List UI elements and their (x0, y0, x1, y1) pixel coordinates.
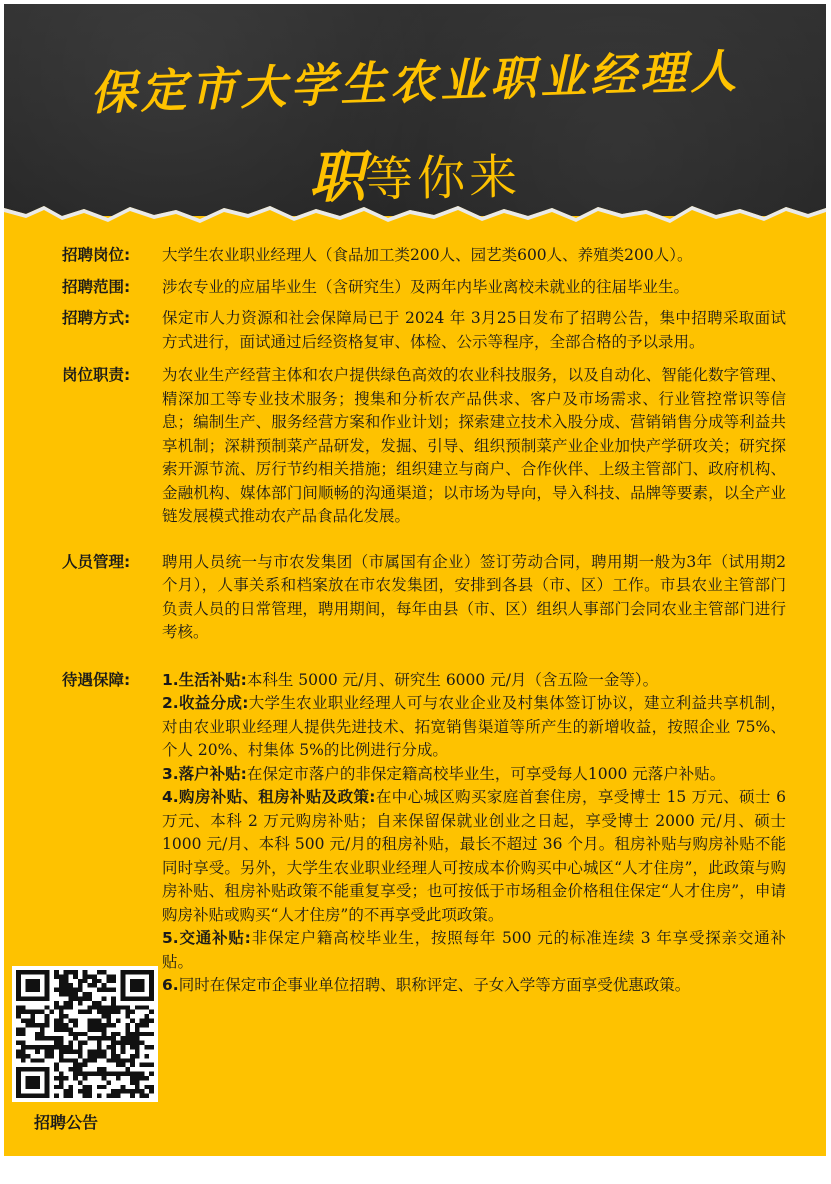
benefits-list (162, 669, 786, 998)
section-label: 招聘岗位: (62, 246, 131, 264)
section-label: 岗位职责: (62, 366, 131, 384)
poster-content (62, 244, 786, 998)
benefit-item (162, 927, 786, 974)
benefit-title: 2.收益分成: (162, 694, 249, 712)
benefit-item (162, 786, 786, 927)
subtitle-rest: 等你来 (364, 149, 522, 208)
section-label: 人员管理: (62, 552, 131, 571)
section-label: 招聘范围: (62, 277, 131, 296)
benefit-title: 3.落户补贴: (162, 764, 247, 783)
benefit-title: 1.生活补贴: (162, 670, 247, 689)
benefit-text: 本科生 5000 元/月、研究生 6000 元/月（含五险一金等）。 (246, 670, 659, 689)
qr-code-icon (16, 970, 154, 1098)
section-management (62, 551, 786, 645)
benefit-title: 4.购房补贴、租房补贴及政策: (162, 788, 376, 806)
subtitle-emphasis: 职 (308, 144, 366, 211)
benefit-text: 在保定市落户的非保定籍高校毕业生，可享受每人1000 元落户补贴。 (246, 764, 726, 783)
section-text: 为农业生产经营主体和农户提供绿色高效的农业科技服务，以及自动化、智能化数字管理、精深加工等专业技术服务；搜集和分析农产品供求、客户及市场需求、行业管控常识等信息；编制生产、服务经营方案和作业计划；探索建立技术入股分成、营销销售分成等利益共享机制；深耕预制菜产品研发，发掘、引导、组织预制菜产业企业加快产学研攻关；研究探索开源节流、厉行节约相关措施；组织建立与商户、合作伙伴、上级主管部门、政府机构、金融机构、媒体部门间顺畅的沟通渠道；以市场为导向，导入科技、品牌等要素，以全产业链发展模式推动农产品食品化发展。 (162, 366, 786, 525)
section-text: 聘用人员统一与市农发集团（市属国有企业）签订劳动合同，聘用期一般为3年（试用期2个月），人事关系和档案放在市农发集团，安排到各县（市、区）工作。市县农业主管部门负责人员的日常管理，聘用期间，每年由县（市、区）组织人事部门会同农业主管部门进行考核。 (162, 552, 786, 641)
section-position (62, 244, 786, 268)
benefit-text: 非保定户籍高校毕业生，按照每年 500 元的标准连续 3 年享受探亲交通补贴。 (162, 929, 786, 971)
torn-paper-edge (4, 194, 826, 234)
section-benefits (62, 669, 786, 998)
benefit-text: 同时在保定市企事业单位招聘、职称评定、子女入学等方面享受优惠政策。 (178, 976, 691, 994)
poster-header (4, 4, 826, 216)
benefit-title: 6. (162, 976, 179, 994)
section-scope (62, 276, 786, 300)
qr-caption: 招聘公告 (34, 1113, 99, 1132)
section-text: 保定市人力资源和社会保障局已于 2024 年 3月25日发布了招聘公告，集中招聘采取面试方式进行，面试通过后经资格复审、体检、公示等程序，全部合格的予以录用。 (162, 309, 786, 351)
benefit-item (162, 669, 786, 693)
benefit-item (162, 974, 786, 998)
benefit-text: 大学生农业职业经理人可与农业企业及村集体签订协议，建立利益共享机制，对由农业职业经理人提供先进技术、拓宽销售渠道等所产生的新增收益，按照企业 75%、个人 20%、村集体 5%的比例进行分成。 (162, 694, 786, 759)
section-text: 涉农专业的应届毕业生（含研究生）及两年内毕业离校未就业的往届毕业生。 (162, 277, 690, 296)
benefit-text: 在中心城区购买家庭首套住房，享受博士 15 万元、硕士 6 万元、本科 2 万元购房补贴；自来保留保就业创业之日起，享受博士 2000 元/月、硕士 1000 元/月、本科 500 元/月的租房补贴，最长不超过 36 个月。租房补贴与购房补贴不能同时享受。另外，大学生农业职业经理人可按成本价购买中心城区“人才住房”，此政策与购房补贴、租房补贴政策不能重复享受；也可按低于市场租金价格租住保定“人才住房”，申请购房补贴或购买“人才住房”的不再享受此项政策。 (162, 788, 787, 924)
section-method (62, 307, 786, 354)
qr-code[interactable] (12, 966, 158, 1102)
section-label: 待遇保障: (62, 670, 131, 689)
benefit-item (162, 763, 786, 787)
poster-title: 保定市大学生农业职业经理人 (89, 43, 741, 121)
section-label: 招聘方式: (62, 309, 131, 327)
recruitment-poster (4, 4, 826, 1156)
benefit-item (162, 692, 786, 763)
section-text: 大学生农业职业经理人（食品加工类200人、园艺类600人、养殖类200人）。 (162, 246, 693, 264)
section-duties (62, 364, 786, 529)
benefit-title: 5.交通补贴: (162, 929, 251, 947)
